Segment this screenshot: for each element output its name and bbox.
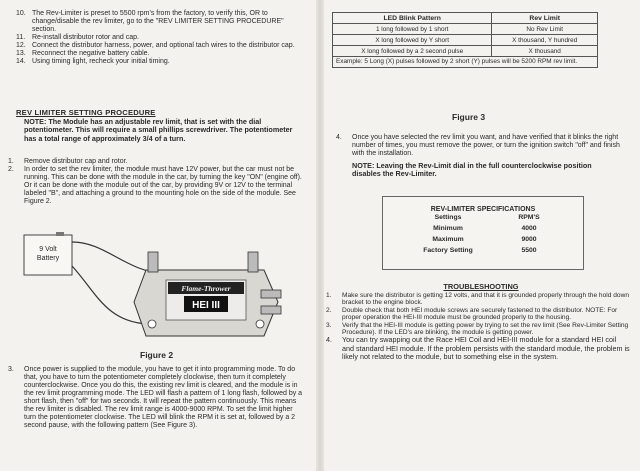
list-item [336, 134, 628, 158]
step-3-list [8, 366, 306, 430]
specs-header: RPM'S [518, 214, 540, 221]
table-row [333, 46, 598, 57]
module-model-text: HEI III [192, 300, 220, 311]
item-text: Re-install distributor rotor and cap. [32, 34, 139, 41]
specs-value: 9000 [521, 236, 537, 243]
list-item [326, 292, 630, 307]
terminal-icon [261, 290, 281, 298]
blink-pattern-table-wrap [332, 12, 598, 68]
figure-2-diagram [16, 232, 312, 350]
item-number: 1. [326, 292, 332, 299]
table-row [333, 24, 598, 35]
item-text: Once power is supplied to the module, you have to get it into programming mode. To do that, you have to turn the potentiometer completely clockwise, then turn it completely counterclockwise. Once you do this, the existing rev limit is cleared, and the module is in the rev limit programming mode. The LED will flash a pattern of 1 long flash, followed by a short flash, then "off" for two seconds. It will repeat the pattern continuously. This means the rev limiter is disabled. The rev limit range is 4000-9000 RPM. To set the limit higher turn the potentiometer clockwise. The LED will blink the RPM it is set at, followed by a 2 second pause, with the following pattern (See Figure 3). [24, 366, 303, 429]
blink-pattern-table [332, 12, 598, 68]
specs-row [403, 225, 603, 236]
specs-row [403, 236, 603, 247]
table-row [333, 35, 598, 46]
right-column [322, 0, 640, 471]
specs-value: 5500 [521, 247, 537, 254]
item-number: 1. [8, 158, 14, 165]
list-item [326, 307, 630, 322]
item-number: 4. [336, 134, 342, 141]
specs-label: Maximum [432, 236, 464, 243]
item-text: Make sure the distributor is getting 12 volts, and that it is grounded properly through the hold down bracket to the engine block. [342, 292, 629, 307]
item-number: 2. [326, 306, 332, 314]
specs-table [403, 214, 603, 258]
table-row [333, 57, 598, 68]
item-number: 3. [8, 366, 14, 373]
list-item [8, 158, 306, 166]
terminal-icon [261, 306, 281, 314]
item-text: Once you have selected the rev limit you want, and have verified that it blinks the right number of times, you must remove the power, or turn the ignition switch "off" and finish with the installation. [352, 134, 620, 157]
list-item [16, 42, 308, 50]
example-cell: Example: 5 Long (X) pulses followed by 2 short (Y) pulses will be 5200 RPM rev limit. [333, 57, 598, 68]
item-text: The Rev-Limiter is preset to 5500 rpm's from the factory, to verify this, OR to change/disable the rev limiter, go to the "REV LIMITER SETTING PROCEDURE" section. [32, 10, 284, 33]
table-cell: X thousand, Y hundred [492, 35, 598, 46]
item-number: 12. [16, 42, 26, 49]
table-cell: No Rev Limit [492, 24, 598, 35]
mounting-hole-icon [148, 320, 156, 328]
step-4-list [336, 134, 628, 158]
column-header: Rev Limit [492, 13, 598, 24]
procedure-heading: REV LIMITER SETTING PROCEDURE [16, 108, 156, 117]
specs-label: Minimum [433, 225, 463, 232]
item-text: Double check that both HEI module screws are securely fastened to the distributor. NOTE: For proper operation the HEI-III module must be grounded properly to the housing. [342, 306, 618, 322]
item-number: 14. [16, 58, 26, 65]
item-number: 10. [16, 10, 26, 17]
figure-2-caption: Figure 2 [140, 350, 174, 360]
specs-row [403, 247, 603, 258]
specs-header: Settings [434, 214, 462, 221]
table-cell: X thousand [492, 46, 598, 57]
list-item [16, 50, 308, 58]
mounting-hole-icon [256, 320, 264, 328]
procedure-note: NOTE: The Module has an adjustable rev limit, that is set with the dial potentiometer. This will require a small phillips screwdriver. The potentiometer has a total range of approximately 3/4 of a turn. [24, 117, 293, 143]
troubleshooting-list [326, 292, 630, 362]
item-text: Remove distributor cap and rotor. [24, 158, 128, 165]
specs-title: REV-LIMITER SPECIFICATIONS [430, 206, 536, 213]
list-item [16, 10, 308, 34]
item-text: Verify that the HEI-III module is getting power by trying to set the rev limit (See Rev-Limiter Setting Procedure). If the LED's are blinking, the module is getting power. [342, 321, 629, 337]
table-cell: 1 long followed by 1 short [333, 24, 492, 35]
battery-terminal-icon [56, 232, 64, 236]
figure-3-caption: Figure 3 [452, 112, 486, 122]
list-item [326, 322, 630, 337]
specs-value: 4000 [521, 225, 537, 232]
troubleshooting-heading: TROUBLESHOOTING [443, 282, 519, 291]
item-text: Using timing light, recheck your initial timing. [32, 58, 170, 65]
item-text: In order to set the rev limiter, the module must have 12V power, but the car must not be running. This can be done with the module in the car, by turning the key "ON" (engine off). Or it can be done with the module out of the car, by providing 9V or 12V to the terminal labeled "B", and attaching a ground to the mounting hole on the side of the module. See Figure 2. [24, 166, 302, 205]
item-text: Connect the distributor harness, power, and optional tach wires to the distributor cap. [32, 42, 295, 49]
procedure-steps-list [8, 158, 306, 206]
column-header: LED Blink Pattern [333, 13, 492, 24]
table-cell: X long followed by Y short [333, 35, 492, 46]
terminal-icon [248, 252, 258, 272]
battery-label: 9 Volt Battery [36, 246, 60, 262]
item-number: 13. [16, 50, 26, 57]
rev-limiter-specs-box [382, 196, 584, 270]
left-column [0, 0, 318, 471]
list-item [16, 58, 308, 66]
table-cell: X long followed by a 2 second pulse [333, 46, 492, 57]
item-number: 4. [326, 335, 332, 345]
intro-steps-list [16, 10, 308, 66]
list-item [326, 336, 630, 361]
item-text: You can try swapping out the Race HEI Coil and HEI-III module for a standard HEI coil and standard HEI module. If the problem persists with the standard module, the problem is likely not related to the module, but to something else in the system. [342, 335, 630, 362]
module-brand-text: Flame-Thrower [181, 284, 231, 293]
list-item [16, 34, 308, 42]
terminal-b-icon [148, 252, 158, 272]
specs-header-row [403, 214, 603, 225]
list-item [8, 166, 306, 206]
item-number: 3. [326, 321, 332, 329]
step-4-note: NOTE: Leaving the Rev-Limit dial in the full counterclockwise position disables the Rev-Limiter. [352, 161, 592, 179]
specs-label: Factory Setting [423, 247, 473, 254]
item-number: 11. [16, 34, 26, 41]
table-header-row [333, 13, 598, 24]
item-text: Reconnect the negative battery cable. [32, 50, 150, 57]
list-item [8, 366, 306, 430]
item-number: 2. [8, 166, 14, 173]
